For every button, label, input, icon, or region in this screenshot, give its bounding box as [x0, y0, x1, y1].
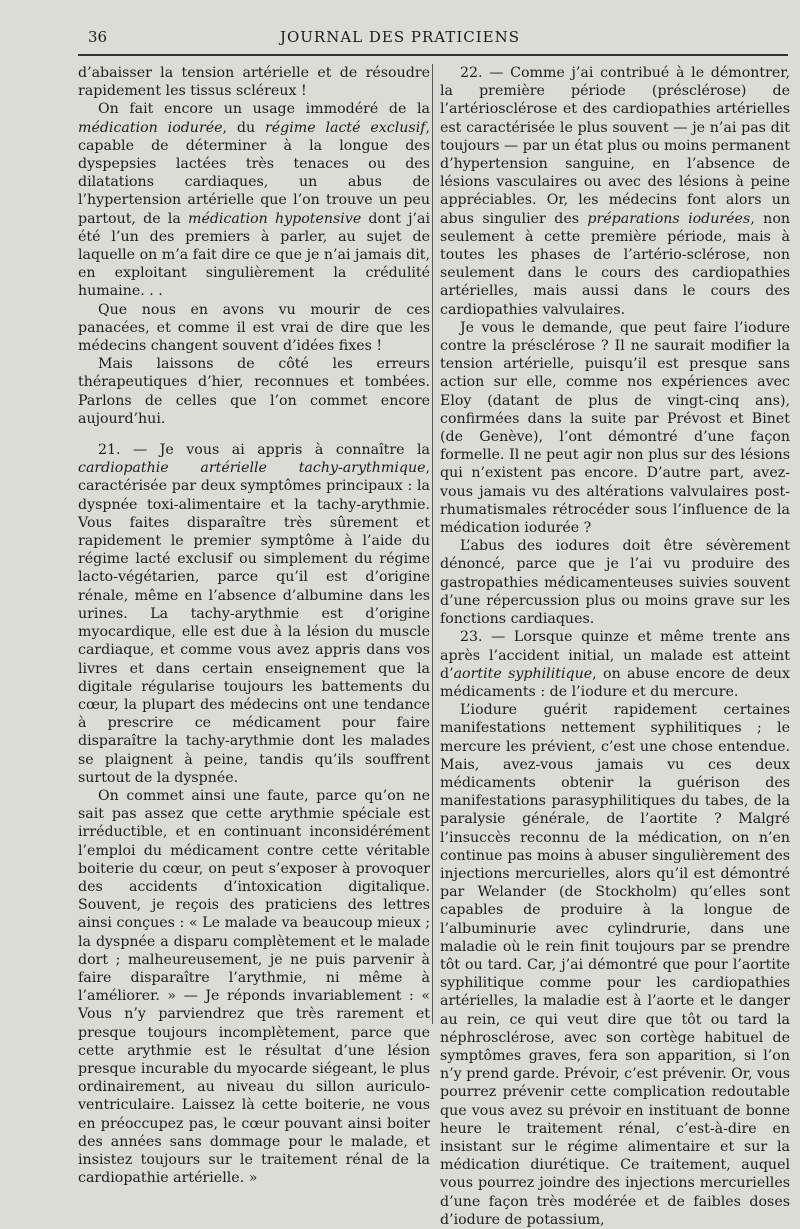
text-run: , du	[222, 119, 265, 136]
left-column	[78, 64, 430, 1187]
right-paragraph-3: L’abus des iodures doit être sévèrement dénoncé, parce que je l’ai vu produire des gastropathies médicamenteuses suivies souvent d’une répercussion plus ou moins grave sur les fonctions cardiaques.	[440, 538, 790, 628]
left-paragraph-4: Mais laissons de côté les erreurs thérapeutiques d’hier, reconnues et tombées. Parlons de celles que l’on commet encore aujourd’hui.	[78, 356, 430, 427]
right-paragraph-2: Je vous le demande, que peut faire l’iodure contre la présclérose ? Il ne saurait modifier la tension artérielle, puisqu’il est presque sans action sur elle, comme nos expériences avec Eloy (datant de plus de vingt-cinq ans), confirmées dans la suite par Prévost et Binet (de Genève), l’ont démontré d’une façon formelle. Il ne peut agir non plus sur des lésions qui n’existent pas encore. D’autre part, avez-vous jamais vu des altérations valvulaires post-rhumatismales rétrocéder sous l’influence de la médication iodurée ?	[440, 319, 790, 537]
left-paragraph-2	[78, 100, 430, 300]
text-run: , capable de déterminer à la longue des dyspepsies lactées très tenaces ou des dilatations cardiaques, un abus de l’hypertension artérielle que l’on trouve un peu partout, de la	[78, 119, 430, 227]
text-run: , caractérisée par deux symptômes principaux : la dyspnée toxi-alimentaire et la tachy-arythmie. Vous faites disparaître très sûrement et rapidement le premier symptôme à l’aide du régime lacté exclusif ou simplement du régime lacto-végétarien, parce qu’il est d’origine rénale, même en l’absence d’albumine dans les urines. La tachy-arythmie est d’origine myocardique, elle est due à la lésion du muscle cardiaque, et comme vous avez appris dans vos livres et dans certain enseignement que la digitale régularise toujours les battements du cœur, la plupart des médecins ont une tendance à prescrire ce médicament pour faire disparaître la tachy-arythmie dont les malades se plaignent à peine, tandis qu’ils souffrent surtout de la dyspnée.	[78, 460, 430, 786]
section-22	[440, 64, 790, 319]
page-number: 36	[88, 28, 108, 46]
italic-term: aortite syphilitique	[453, 665, 593, 682]
left-paragraph-1: d’abaisser la tension artérielle et de résoudre rapidement les tissus scléreux !	[78, 65, 430, 100]
text-run: , on abuse encore de deux médicaments : de l’iodure et du mercure.	[440, 665, 790, 700]
journal-title: JOURNAL DES PRATICIENS	[279, 28, 521, 46]
right-paragraph-5: L’iodure guérit rapidement certaines manifestations nettement syphilitiques ; le mercure les prévient, c’est une chose entendue. Mais, avez-vous jamais vu ces deux médicaments obtenir la guérison des manifestations parasyphilitiques du tabes, de la paralysie générale, de l’aortite ? Malgré l’insuccès reconnu de la médication, on n’en continue pas moins à abuser singulièrement des injections mercurielles, alors qu’il est démontré par Welander (de Stockholm) qu’elles sont capables de produire à la longue de l’albuminurie avec cylindrurie, dans une maladie où le rein finit toujours par se prendre tôt ou tard. Car, j’ai démontré que pour l’aortite syphilitique comme pour les cardiopathies artérielles, la maladie est à l’aorte et le danger au rein, ce qui veut dire que tôt ou tard la néphrosclérose, avec son cortège habituel de symptômes graves, fera son apparition, si l’on n’y prend garde. Prévoir, c’est prévenir. Or, vous pourrez prévenir cette complication redoutable que vous avez su prévoir en instituant de bonne heure le traitement rénal, c’est-à-dire en insistant sur le régime alimentaire et sur la médication diurétique. Ce traitement, auquel vous pourrez joindre des injections mercurielles d’une façon très modérée et de faibles doses d’iodure de potassium,	[440, 702, 790, 1228]
text-run: 21. — Je vous ai appris à connaître la	[98, 442, 430, 459]
column-divider	[432, 64, 433, 1024]
page-header	[0, 28, 800, 54]
section-21	[78, 441, 430, 787]
text-run: , non seulement à cette première période, mais à toutes les phases de l’artério-sclérose, non seulement dans le cours des cardiopathies artérielles, mais aussi dans le cours des cardiopathies valvulaires.	[440, 210, 790, 318]
italic-term: cardiopathie artérielle tachy-arythmique	[78, 460, 426, 477]
left-paragraph-6: On commet ainsi une faute, parce qu’on ne sait pas assez que cette arythmie spéciale est irréductible, et en continuant inconsidérément l’emploi du médicament contre cette véritable boiterie du cœur, on peut s’exposer à provoquer des accidents d’intoxication digitalique. Souvent, je reçois des praticiens des lettres ainsi conçues : « Le malade va beaucoup mieux ; la dyspnée a disparu complètement et le malade dort ; malheureusement, je ne puis parvenir à faire disparaître l’arythmie, ni même à l’améliorer. » — Je réponds invariablement : « Vous n’y parviendrez que très rarement et presque toujours incomplètement, parce que cette arythmie est le résultat d’une lésion presque incurable du myocarde siégeant, le plus ordinairement, au niveau du sillon auriculo-ventriculaire. Laissez là cette boiterie, ne vous en préoccupez pas, le cœur pouvant ainsi boiter des années sans dommage pour le malade, et insistez toujours sur le traitement rénal de la cardiopathie artérielle. »	[78, 787, 430, 1187]
text-run: 23. — Lorsque quinze et même trente ans après l’accident initial, un malade est atteint d’	[440, 629, 790, 682]
italic-term: préparations iodurées	[587, 210, 751, 227]
right-column	[440, 64, 790, 1229]
italic-term: régime lacté exclusif	[264, 119, 426, 136]
text-run: 22. — Comme j’ai contribué à le démontrer, la première période (présclérose) de l’artériosclérose et des cardiopathies artérielles est caractérisée le plus souvent — je n’ai pas dit toujours — par un état plus ou moins permanent d’hypertension sanguine, en l’absence de lésions vasculaires ou avec des lésions à peine appréciables. Or, les médecins font alors un abus singulier des	[440, 65, 790, 227]
italic-term: médication hypotensive	[188, 210, 362, 227]
header-rule	[78, 54, 788, 56]
left-paragraph-3: Que nous en avons vu mourir de ces panacées, et comme il est vrai de dire que les médecins changent souvent d’idées fixes !	[78, 301, 430, 355]
italic-term: médication iodurée	[78, 119, 223, 136]
text-run: dont j’ai été l’un des premiers à parler, au sujet de laquelle on m’a fait dire ce que je n’ai jamais dit, en exploitant singulièrement la crédulité humaine. . .	[78, 210, 431, 300]
section-23	[440, 628, 790, 701]
text-run: On fait encore un usage immodéré de la	[98, 101, 430, 118]
